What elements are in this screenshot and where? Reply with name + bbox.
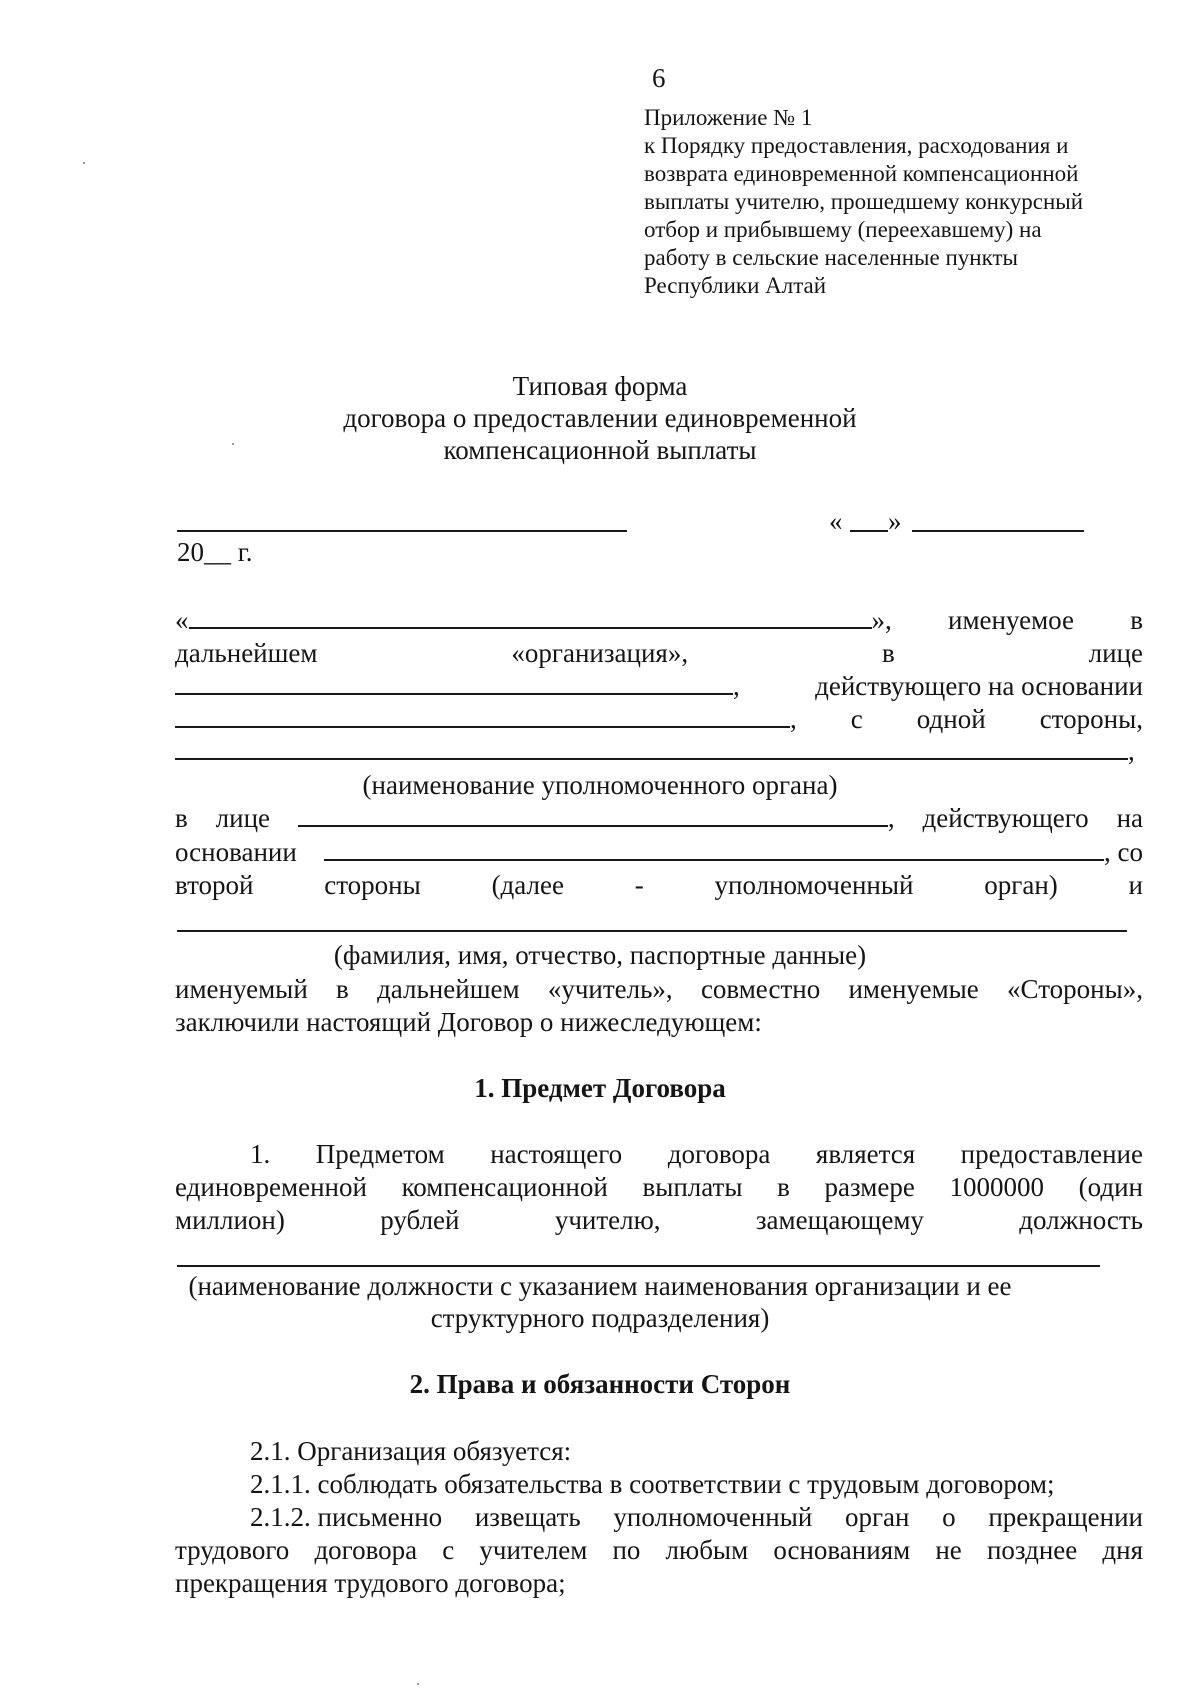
text: на bbox=[1116, 803, 1143, 833]
text: дальнейшем bbox=[175, 638, 318, 668]
text: именуемое bbox=[948, 605, 1074, 635]
preamble-line bbox=[175, 637, 1143, 669]
text: основании bbox=[175, 837, 297, 867]
text: любым bbox=[665, 1535, 749, 1565]
text: , со bbox=[1104, 837, 1143, 867]
text: с bbox=[442, 1535, 455, 1565]
paragraph-line bbox=[175, 1204, 1143, 1236]
caption-teacher-data: (фамилия, имя, отчество, паспортные данные) bbox=[333, 940, 867, 970]
text: уполномоченный bbox=[714, 870, 914, 900]
quote-close: », bbox=[871, 605, 892, 635]
organ-basis-blank bbox=[324, 837, 1104, 861]
text: стороны bbox=[324, 870, 421, 900]
preamble-line bbox=[175, 670, 1143, 702]
text: именуемые bbox=[848, 974, 979, 1004]
date-quote-open: « bbox=[829, 506, 843, 536]
text: уполномоченный bbox=[613, 1502, 813, 1532]
caption-authorized-organ: (наименование уполномоченного органа) bbox=[362, 770, 838, 800]
text: трудового bbox=[175, 1535, 290, 1565]
paragraph-line bbox=[175, 1171, 1143, 1203]
appendix-line: возврата единовременной компенсационной bbox=[644, 161, 1079, 186]
text: основаниям bbox=[773, 1535, 911, 1565]
paragraph-line bbox=[175, 1534, 1143, 1566]
text: должность bbox=[1019, 1205, 1143, 1235]
text: компенсационной bbox=[401, 1172, 608, 1202]
text: является bbox=[815, 1139, 916, 1169]
text: орган) bbox=[984, 870, 1058, 900]
text: действующего на основании bbox=[815, 671, 1143, 701]
clause-2-1: 2.1. Организация обязуется: bbox=[250, 1436, 572, 1466]
text: настоящего bbox=[490, 1139, 623, 1169]
scan-speck bbox=[417, 1683, 419, 1685]
organization-name-blank bbox=[189, 605, 872, 629]
text: , bbox=[790, 704, 797, 734]
representative-blank bbox=[175, 671, 733, 695]
section1-heading: 1. Предмет Договора bbox=[474, 1073, 726, 1103]
text: позднее bbox=[986, 1535, 1078, 1565]
position-blank bbox=[177, 1265, 1100, 1267]
appendix-line: работу в сельские населенные пункты bbox=[644, 245, 1018, 270]
appendix-line: отбор и прибывшему (переехавшему) на bbox=[644, 217, 1042, 242]
paragraph-line: прекращения трудового договора; bbox=[175, 1568, 566, 1598]
scan-speck bbox=[83, 162, 85, 164]
text: второй bbox=[175, 870, 254, 900]
text: совместно bbox=[700, 974, 821, 1004]
paragraph-line bbox=[250, 1138, 1143, 1170]
date-year: 20__ г. bbox=[177, 537, 253, 567]
text: прекращении bbox=[988, 1502, 1143, 1532]
text: не bbox=[935, 1535, 962, 1565]
date-month-blank bbox=[912, 530, 1084, 532]
text: «Стороны», bbox=[1007, 974, 1143, 1004]
teacher-data-blank bbox=[177, 930, 1127, 932]
preamble-line bbox=[175, 973, 1143, 1005]
caption-position-line1: (наименование должности с указанием наименования организации и ее bbox=[188, 1271, 1012, 1301]
text: единовременной bbox=[175, 1172, 367, 1202]
text: орган bbox=[844, 1502, 910, 1532]
document-title-line1: Типовая форма bbox=[512, 371, 688, 401]
text: , bbox=[887, 803, 895, 833]
text: Предметом bbox=[315, 1139, 445, 1169]
text: в bbox=[1130, 605, 1143, 635]
clause-2-1-1: 2.1.1. соблюдать обязательства в соответствии с трудовым договором; bbox=[250, 1469, 1055, 1499]
text: договора bbox=[667, 1139, 771, 1169]
text: дальнейшем bbox=[377, 974, 520, 1004]
appendix-line: Приложение № 1 bbox=[644, 105, 813, 130]
appendix-line: выплаты учителю, прошедшему конкурсный bbox=[644, 189, 1084, 214]
text: размере bbox=[824, 1172, 915, 1202]
caption-position-line2: структурного подразделения) bbox=[430, 1303, 770, 1333]
organ-representative-blank bbox=[298, 803, 888, 827]
text: выплаты bbox=[642, 1172, 743, 1202]
appendix-line: к Порядку предоставления, расходования и bbox=[644, 133, 1069, 158]
text: лице bbox=[215, 803, 270, 833]
text: 2.1.2. письменно bbox=[250, 1502, 443, 1532]
text: 1. bbox=[250, 1139, 271, 1169]
preamble-line: заключили настоящий Договор о нижеследующем: bbox=[175, 1007, 762, 1037]
date-quote-close: » bbox=[888, 506, 902, 536]
text: одной bbox=[916, 704, 986, 734]
text: замещающему bbox=[755, 1205, 924, 1235]
text: учителем bbox=[479, 1535, 588, 1565]
preamble-line bbox=[175, 604, 1143, 636]
text: в bbox=[336, 974, 349, 1004]
preamble-line bbox=[175, 703, 1143, 735]
section2-heading: 2. Права и обязанности Сторон bbox=[409, 1369, 791, 1399]
text: , bbox=[1128, 736, 1135, 766]
quote-open: « bbox=[175, 605, 189, 635]
text: и bbox=[1128, 870, 1143, 900]
text: «организация», bbox=[511, 638, 689, 668]
preamble-line bbox=[175, 735, 1143, 767]
authorized-organ-blank bbox=[175, 736, 1128, 760]
place-blank-line bbox=[177, 530, 627, 532]
text: дня bbox=[1102, 1535, 1143, 1565]
text: лице bbox=[1088, 638, 1143, 668]
text: договора bbox=[314, 1535, 418, 1565]
preamble-line bbox=[175, 802, 1143, 834]
scan-speck bbox=[232, 443, 234, 445]
text: именуемый bbox=[175, 974, 308, 1004]
text: о bbox=[942, 1502, 956, 1532]
text: - bbox=[634, 870, 644, 900]
text: , bbox=[733, 671, 740, 701]
text: (далее bbox=[491, 870, 564, 900]
text: в bbox=[777, 1172, 790, 1202]
preamble-line bbox=[175, 836, 1143, 868]
text: извещать bbox=[474, 1502, 581, 1532]
date-day-blank bbox=[850, 530, 888, 532]
clause-2-1-2 bbox=[250, 1501, 1143, 1533]
document-title-line3: компенсационной выплаты bbox=[443, 435, 757, 465]
text: учителю, bbox=[554, 1205, 661, 1235]
text: (один bbox=[1078, 1172, 1143, 1202]
page-number: 6 bbox=[652, 63, 666, 93]
text: «учитель», bbox=[547, 974, 673, 1004]
text: в bbox=[175, 803, 188, 833]
text: предоставление bbox=[960, 1139, 1143, 1169]
text: стороны, bbox=[1039, 704, 1143, 734]
appendix-block bbox=[644, 104, 1083, 300]
document-title-line2: договора о предоставлении единовременной bbox=[343, 403, 857, 433]
text: с bbox=[850, 704, 863, 734]
text: по bbox=[612, 1535, 641, 1565]
text: миллион) bbox=[175, 1205, 285, 1235]
text: действующего bbox=[922, 803, 1089, 833]
appendix-line: Республики Алтай bbox=[644, 273, 827, 298]
text: в bbox=[881, 638, 895, 668]
text: рублей bbox=[380, 1205, 460, 1235]
basis-blank bbox=[175, 704, 790, 728]
text: 1000000 bbox=[949, 1172, 1044, 1202]
preamble-line bbox=[175, 869, 1143, 901]
